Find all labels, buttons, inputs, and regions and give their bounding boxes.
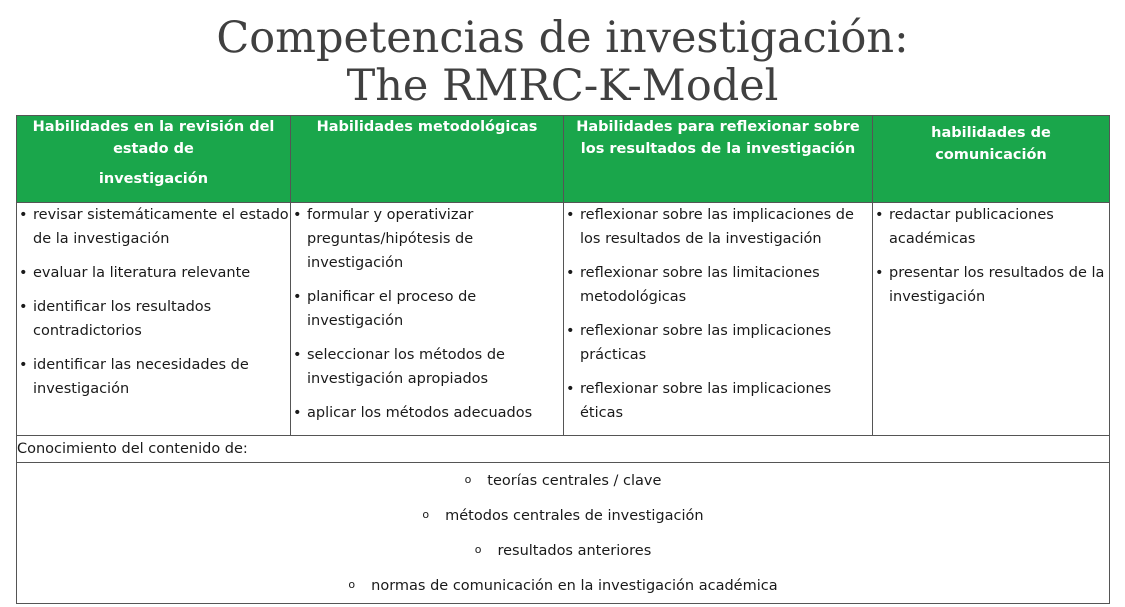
knowledge-list-cell [17, 463, 1110, 604]
header-row [17, 116, 1110, 203]
skills-cell-methods [291, 203, 564, 436]
circle-bullet-icon: o [474, 543, 482, 556]
header-cell-review [17, 116, 291, 203]
knowledge-item-text: teorías centrales / clave [487, 473, 662, 489]
list-item: • identificar los resultados contradictorios [17, 295, 290, 343]
title-line-2: The RMRC-K-Model [346, 61, 779, 111]
list-item: • redactar publicaciones académicas [873, 203, 1109, 251]
reflection-skills-list [564, 203, 872, 425]
list-item: • aplicar los métodos adecuados [291, 401, 563, 425]
list-item: • seleccionar los métodos de investigación apropiados [291, 343, 563, 391]
header-cell-methods [291, 116, 564, 203]
list-item: • formular y operativizar preguntas/hipótesis de investigación [291, 203, 563, 275]
header-cell-reflection [564, 116, 873, 203]
rmrc-k-table [16, 115, 1110, 604]
header-reflection-main: Habilidades para reflexionar sobre los resultados de la investigación [576, 119, 860, 157]
list-item [17, 568, 1109, 603]
header-review-main: Habilidades en la revisión del estado de [32, 119, 275, 157]
circle-bullet-icon: o [464, 473, 472, 486]
list-item: • reflexionar sobre las limitaciones metodológicas [564, 261, 872, 309]
list-item: • evaluar la literatura relevante [17, 261, 290, 285]
list-item: • revisar sistemáticamente el estado de la investigación [17, 203, 290, 251]
skills-cell-communication [873, 203, 1110, 436]
knowledge-item-text: métodos centrales de investigación [445, 508, 704, 524]
communication-skills-list [873, 203, 1109, 309]
skills-cell-review [17, 203, 291, 436]
list-item: • reflexionar sobre las implicaciones prácticas [564, 319, 872, 367]
knowledge-item-text: resultados anteriores [497, 543, 652, 559]
header-cell-communication [873, 116, 1110, 203]
circle-bullet-icon: o [422, 508, 430, 521]
page-title [0, 14, 1125, 110]
list-item: • identificar las necesidades de investigación [17, 353, 290, 401]
knowledge-label-row [17, 436, 1110, 463]
list-item [17, 498, 1109, 533]
header-communication-main: habilidades de comunicación [931, 125, 1051, 163]
list-item: • presentar los resultados de la investigación [873, 261, 1109, 309]
header-methods-main: Habilidades metodológicas [316, 119, 538, 135]
methods-skills-list [291, 203, 563, 425]
knowledge-label: Conocimiento del contenido de: [17, 436, 1110, 463]
knowledge-list-row [17, 463, 1110, 604]
circle-bullet-icon: o [348, 578, 356, 591]
skills-cell-reflection [564, 203, 873, 436]
list-item: • planificar el proceso de investigación [291, 285, 563, 333]
list-item [17, 463, 1109, 498]
knowledge-item-text: normas de comunicación en la investigación académica [371, 578, 778, 594]
skills-row [17, 203, 1110, 436]
header-review-sub: investigación [98, 171, 209, 187]
list-item: • reflexionar sobre las implicaciones éticas [564, 377, 872, 425]
title-line-1: Competencias de investigación: [216, 13, 909, 63]
list-item: • reflexionar sobre las implicaciones de los resultados de la investigación [564, 203, 872, 251]
list-item [17, 533, 1109, 568]
knowledge-list [17, 463, 1109, 603]
review-skills-list [17, 203, 290, 401]
